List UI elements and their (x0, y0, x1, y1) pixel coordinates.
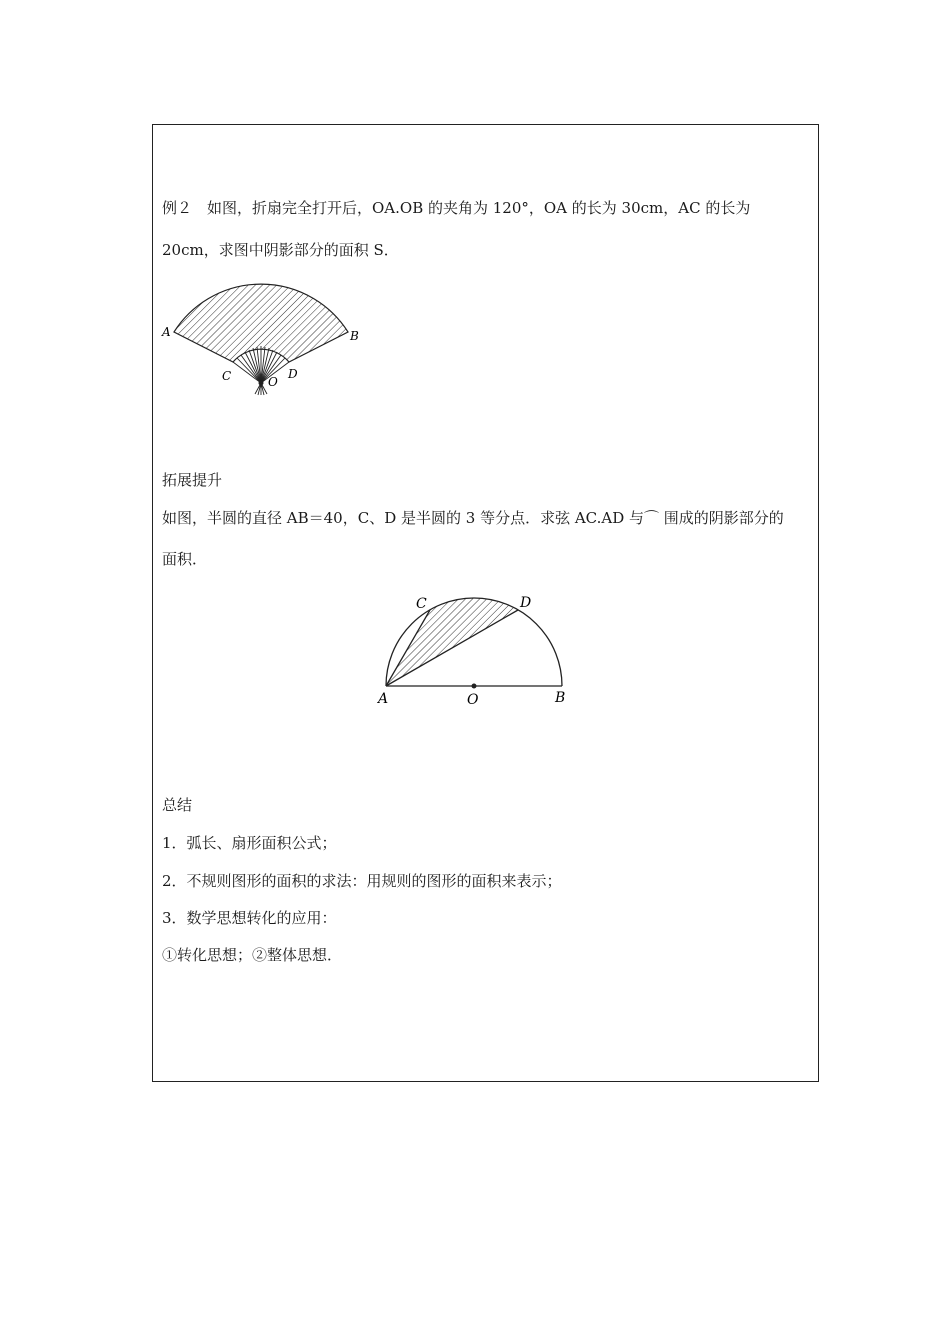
extension-line1: 如图，半圆的直径 AB＝40，C、D 是半圆的 3 等分点．求弦 AC.AD 与⌒ 围成的阴影部分的 (162, 509, 784, 527)
fan-label-o: O (268, 375, 278, 389)
semicircle-center-point (472, 684, 477, 689)
semicircle-shaded-region (386, 598, 518, 686)
summary-item-1: 1．弧长、扇形面积公式； (162, 834, 337, 852)
semicircle-figure (370, 588, 580, 714)
semi-label-c: C (416, 596, 427, 612)
example2-line2: 20cm，求图中阴影部分的面积 S． (162, 241, 399, 259)
fan-label-c: C (222, 369, 232, 383)
fan-figure (158, 276, 368, 400)
summary-item-3: 3．数学思想转化的应用： (162, 909, 337, 927)
semi-label-a: A (378, 691, 389, 707)
semi-label-b: B (555, 690, 566, 706)
fan-label-d: D (288, 367, 298, 381)
summary-heading: 总结 (162, 796, 193, 814)
semi-label-d: D (520, 595, 532, 611)
extension-line2: 面积． (162, 550, 208, 568)
fan-label-b: B (350, 329, 359, 343)
semi-label-o: O (467, 692, 479, 708)
example2-line1: 例２ 如图，折扇完全打开后，OA.OB 的夹角为 120°，OA 的长为 30cm，AC 的长为 (162, 199, 751, 217)
summary-item-4: ①转化思想；②整体思想． (162, 946, 343, 964)
fan-label-a: A (162, 325, 171, 339)
fan-center-point (259, 381, 264, 386)
extension-heading: 拓展提升 (162, 471, 223, 489)
summary-item-2: 2．不规则图形的面积的求法：用规则的图形的面积来表示； (162, 872, 562, 890)
